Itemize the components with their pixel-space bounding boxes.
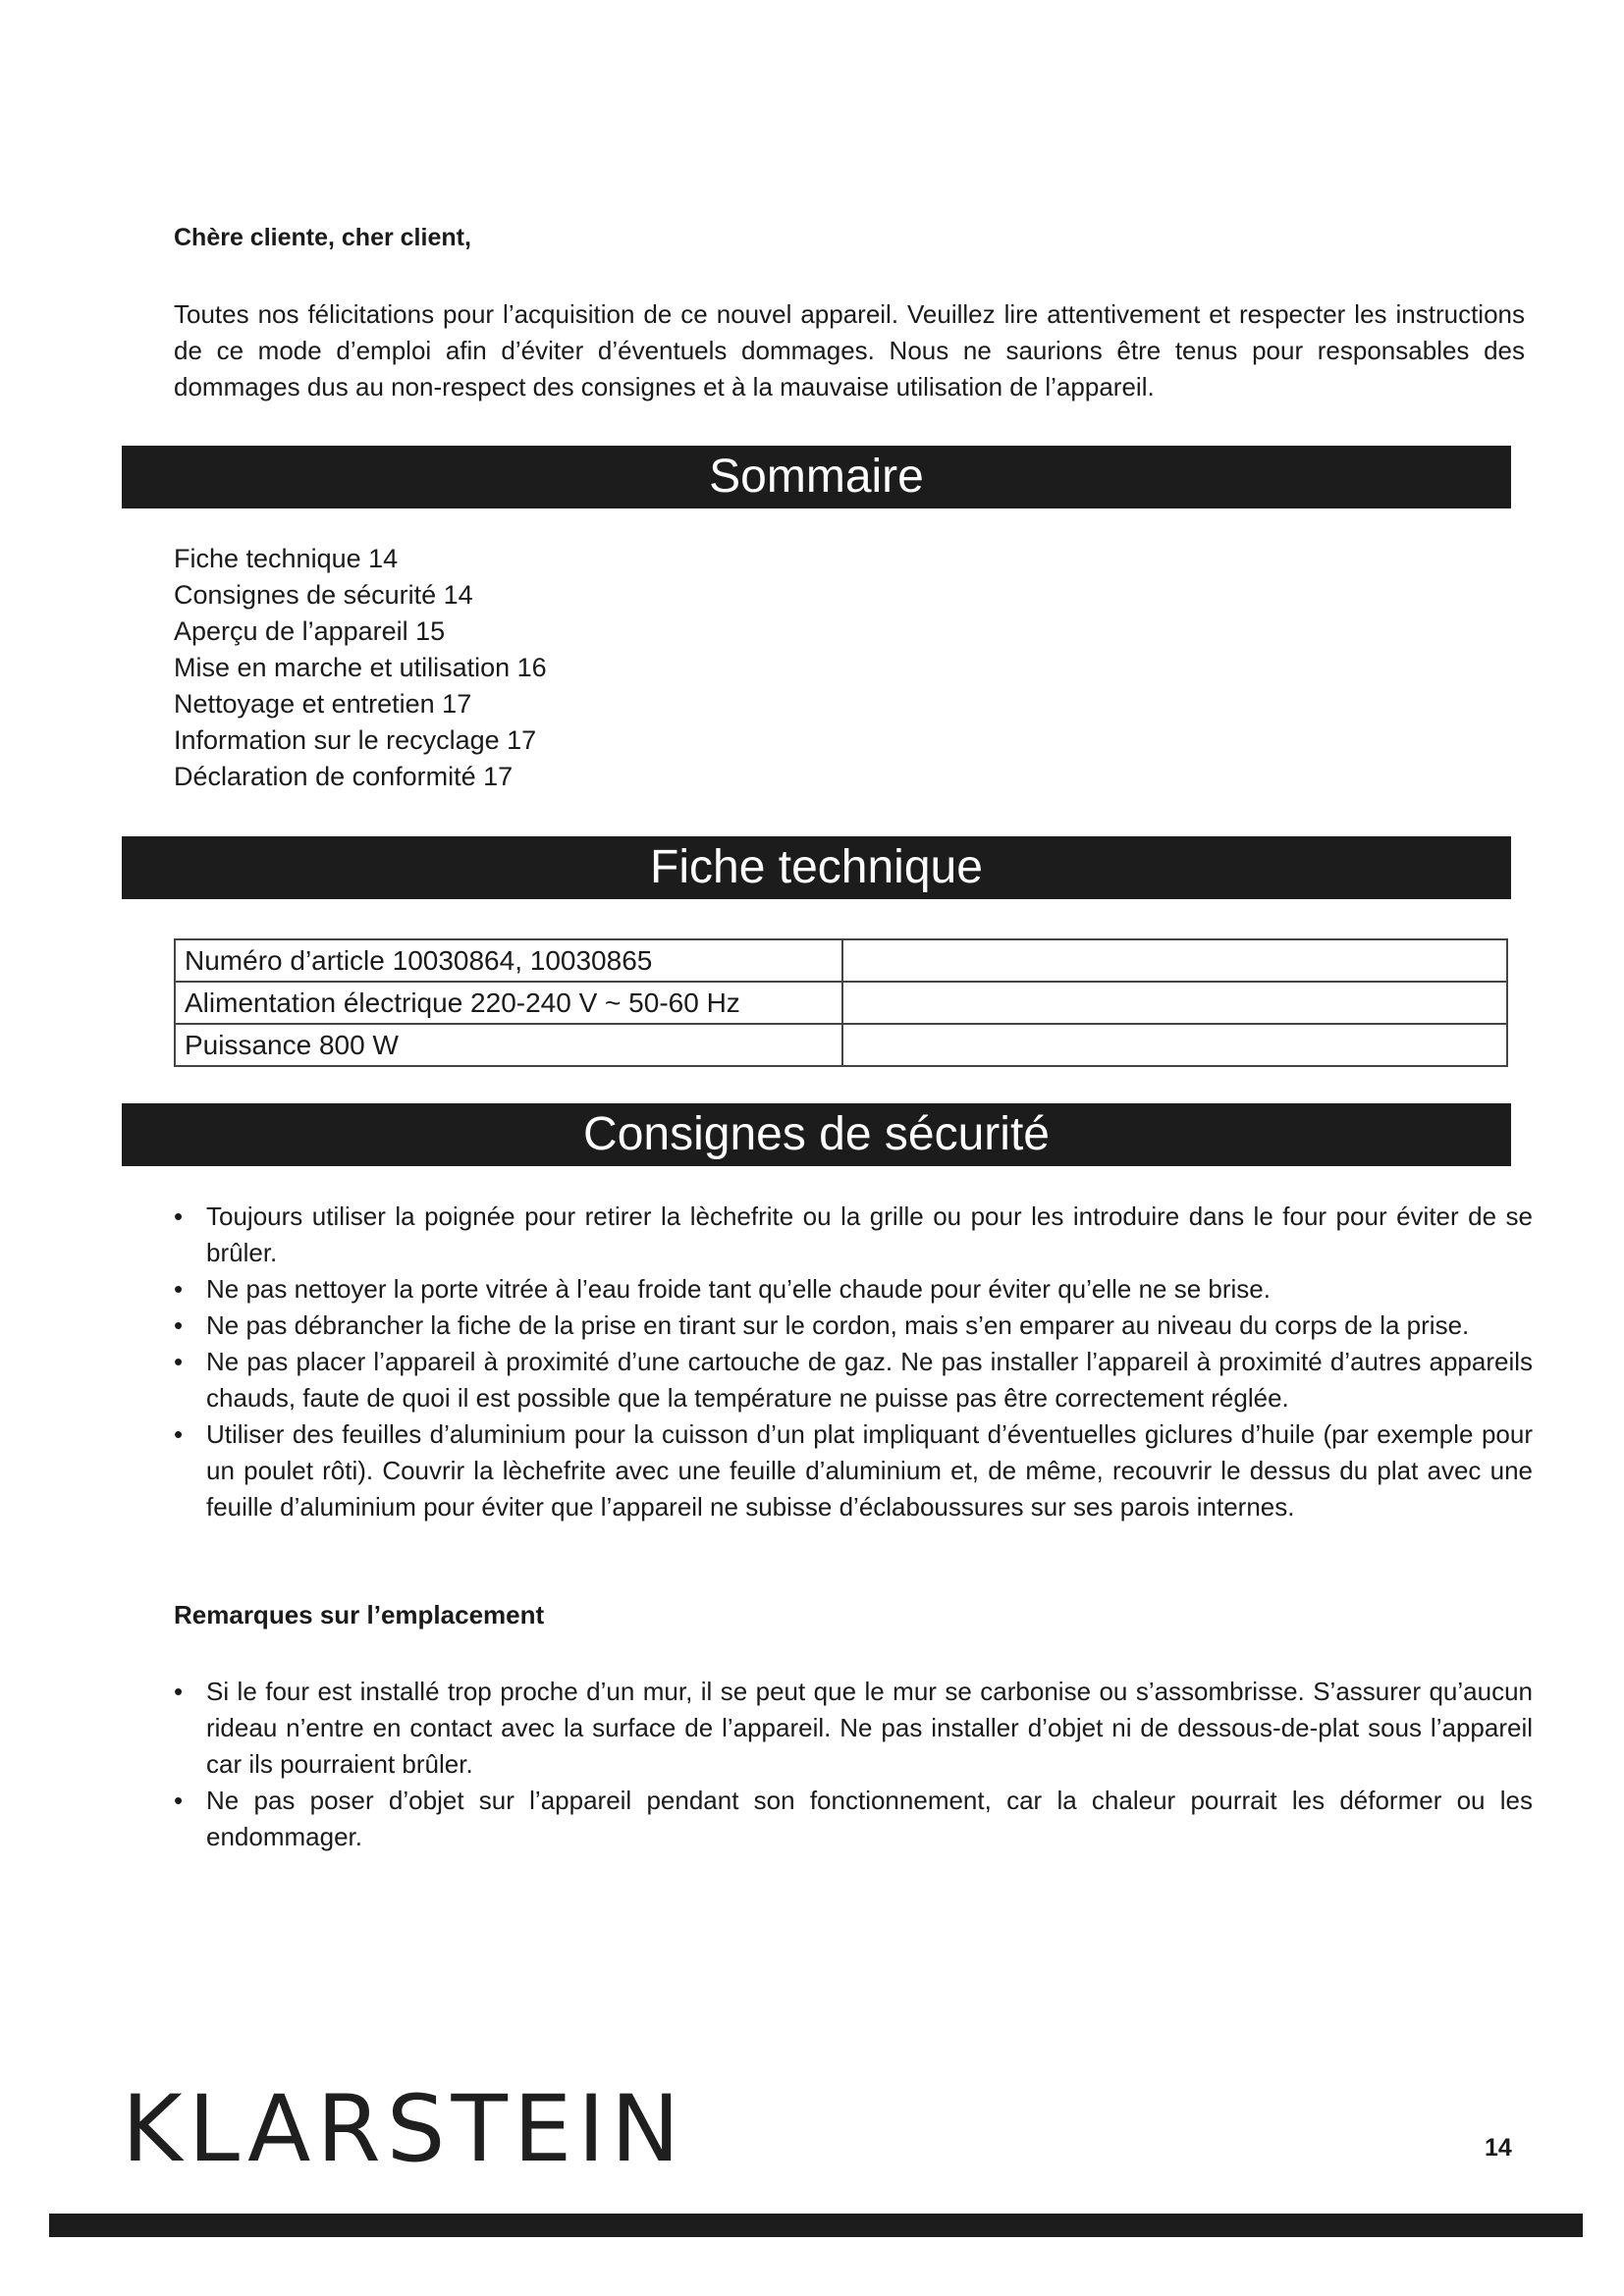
spec-label: Numéro d’article 10030864, 10030865 (175, 939, 842, 982)
greeting: Chère cliente, cher client, (174, 224, 471, 251)
bullet-icon: • (174, 1419, 184, 1449)
table-row (175, 982, 1507, 1024)
toc-item: Consignes de sécurité 14 (174, 580, 473, 610)
bullet-icon: • (174, 1310, 184, 1340)
intro-paragraph: Toutes nos félicitations pour l’acquisition de ce nouvel appareil. Veuillez lire attentivement et respecter les instructions de ce mode d’emploi afin d’éviter d’éventuels dommages. Nous ne saurions être tenus pour responsables des dommages dus au non-respect des consignes et à la mauvaise utilisation de l’appareil. (174, 299, 1525, 401)
spec-label: Puissance 800 W (175, 1024, 842, 1066)
spec-label: Alimentation électrique 220-240 V ~ 50-60 Hz (175, 982, 842, 1024)
safety-list (174, 1199, 1533, 1525)
list-item-text: Ne pas placer l’appareil à proximité d’une cartouche de gaz. Ne pas installer l’appareil à proximité d’autres appareils chauds, faute de quoi il est possible que la température ne puisse pas être correctement réglée. (206, 1347, 1533, 1413)
bullet-icon: • (174, 1274, 184, 1304)
table-row (175, 939, 1507, 982)
toc-item: Nettoyage et entretien 17 (174, 689, 472, 719)
toc-item: Fiche technique 14 (174, 544, 399, 573)
list-item-text: Ne pas nettoyer la porte vitrée à l’eau froide tant qu’elle chaude pour éviter qu’elle ne se brise. (206, 1274, 1271, 1304)
list-item-text: Utiliser des feuilles d’aluminium pour la cuisson d’un plat impliquant d’éventuelles giclures d’huile (par exemple pour un poulet rôti). Couvrir la lèchefrite avec une feuille d’aluminium et, de même, recouvrir le dessus du plat avec une feuille d’aluminium pour éviter que l’appareil ne subisse d’éclaboussures sur ses parois internes. (206, 1419, 1533, 1522)
toc-item: Aperçu de l’appareil 15 (174, 616, 446, 646)
list-item-text: Toujours utiliser la poignée pour retirer la lèchefrite ou la grille ou pour les introduire dans le four pour éviter de se brûler. (206, 1201, 1533, 1267)
placement-list (174, 1674, 1533, 1855)
list-item (174, 1416, 1533, 1525)
list-item (174, 1199, 1533, 1271)
section-header-sommaire: Sommaire (122, 446, 1511, 508)
spec-value (842, 939, 1507, 982)
list-item (174, 1271, 1533, 1308)
list-item (174, 1344, 1533, 1416)
section-header-fiche-technique: Fiche technique (122, 836, 1511, 899)
list-item-text: Ne pas débrancher la fiche de la prise en tirant sur le cordon, mais s’en emparer au niveau du corps de la prise. (206, 1310, 1470, 1340)
list-item-text: Ne pas poser d’objet sur l’appareil pendant son fonctionnement, car la chaleur pourrait les déformer ou les endommager. (206, 1786, 1533, 1851)
toc-item: Mise en marche et utilisation 16 (174, 653, 547, 682)
section-header-consignes-securite: Consignes de sécurité (122, 1103, 1511, 1166)
table-row (175, 1024, 1507, 1066)
placement-heading: Remarques sur l’emplacement (174, 1600, 545, 1629)
toc-item: Déclaration de conformité 17 (174, 762, 514, 791)
list-item (174, 1783, 1533, 1855)
bullet-icon: • (174, 1677, 184, 1706)
list-item-text: Si le four est installé trop proche d’un mur, il se peut que le mur se carbonise ou s’assombrisse. S’assurer qu’aucun rideau n’entre en contact avec la surface de l’appareil. Ne pas installer d’objet ni de dessous-de-plat sous l’appareil car ils pourraient brûler. (206, 1677, 1533, 1779)
bullet-icon: • (174, 1201, 184, 1231)
list-item (174, 1674, 1533, 1783)
table-of-contents (174, 541, 547, 795)
bullet-icon: • (174, 1347, 184, 1376)
spec-value (842, 982, 1507, 1024)
spec-table (174, 938, 1508, 1067)
list-item (174, 1308, 1533, 1344)
bullet-icon: • (174, 1786, 184, 1815)
footer-rule (49, 2214, 1583, 2237)
spec-value (842, 1024, 1507, 1066)
brand-logo: KLARSTEIN (122, 2076, 686, 2183)
page-number: 14 (1485, 2134, 1512, 2162)
toc-item: Information sur le recyclage 17 (174, 725, 537, 755)
